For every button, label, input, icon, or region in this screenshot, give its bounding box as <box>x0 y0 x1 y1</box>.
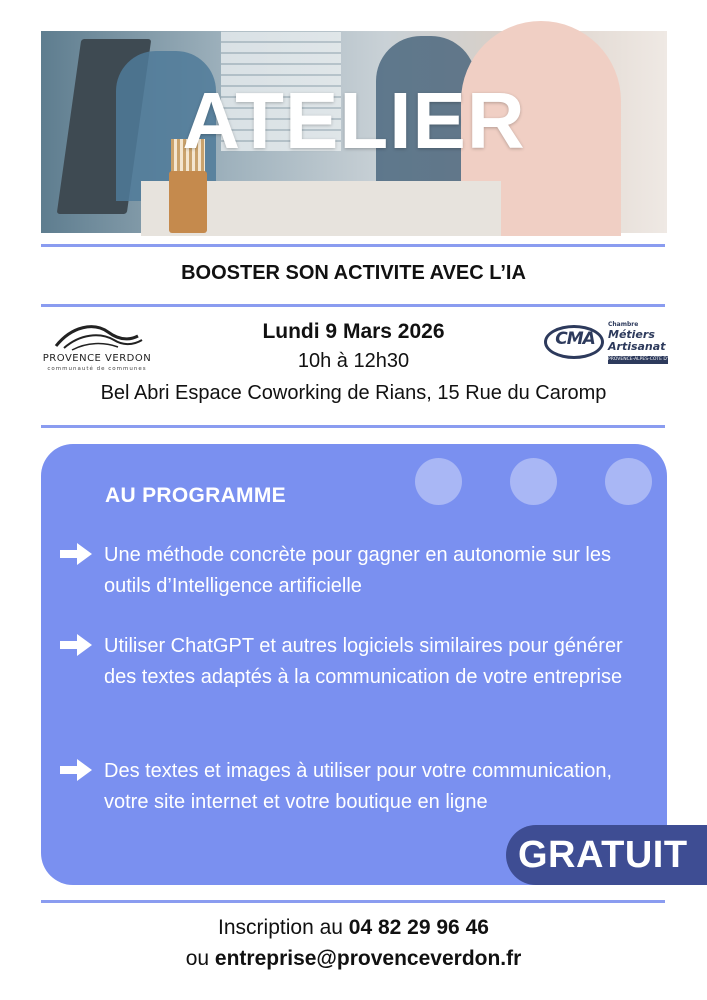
event-date: Lundi 9 Mars 2026 <box>262 320 445 343</box>
divider-top <box>41 244 665 247</box>
arrow-right-icon <box>60 543 92 565</box>
cma-logo <box>544 321 681 367</box>
decor-dot <box>605 458 652 505</box>
hero-cup <box>169 171 207 233</box>
cma-line1: Chambre <box>608 321 639 328</box>
workshop-subtitle: BOOSTER SON ACTIVITE AVEC L’IA <box>181 262 526 284</box>
event-place: Bel Abri Espace Coworking de Rians, 15 Rue du Caromp <box>100 382 607 404</box>
cma-letters: CMA <box>555 329 595 349</box>
phone-number[interactable]: 04 82 29 96 46 <box>348 916 489 939</box>
program-item-text: Une méthode concrète pour gagner en autonomie sur les outils d’Intelligence artificielle <box>104 544 611 597</box>
registration-prefix: Inscription au <box>218 916 349 939</box>
decor-dot <box>510 458 557 505</box>
program-item-text: Des textes et images à utiliser pour votre communication, votre site internet et votre boutique en ligne <box>104 760 612 813</box>
program-title: AU PROGRAMME <box>105 484 286 507</box>
divider-lower <box>41 425 665 428</box>
divider-middle <box>41 304 665 307</box>
divider-bottom <box>41 900 665 903</box>
provence-verdon-name: PROVENCE VERDON <box>42 353 152 364</box>
arrow-right-icon <box>60 759 92 781</box>
free-badge: GRATUIT <box>506 825 707 885</box>
decor-dot <box>415 458 462 505</box>
registration-phone-line <box>0 916 707 940</box>
provence-verdon-tagline: communauté de communes <box>47 366 147 372</box>
cma-region: PROVENCE-ALPES-CÔTE D'AZUR <box>608 357 681 362</box>
cma-line3: Artisanat <box>608 340 666 353</box>
program-panel <box>41 444 667 885</box>
program-item-text: Utiliser ChatGPT et autres logiciels similaires pour générer des textes adaptés à la communication de votre entreprise <box>104 635 623 688</box>
event-time: 10h à 12h30 <box>297 350 410 372</box>
registration-email-line <box>0 947 707 971</box>
email-address[interactable]: entreprise@provenceverdon.fr <box>214 947 522 970</box>
email-prefix: ou <box>185 947 215 970</box>
hero-title: ATELIER <box>182 76 526 165</box>
arrow-right-icon <box>60 634 92 656</box>
cma-line2: Métiers <box>608 328 655 341</box>
hero-photo <box>41 31 667 233</box>
